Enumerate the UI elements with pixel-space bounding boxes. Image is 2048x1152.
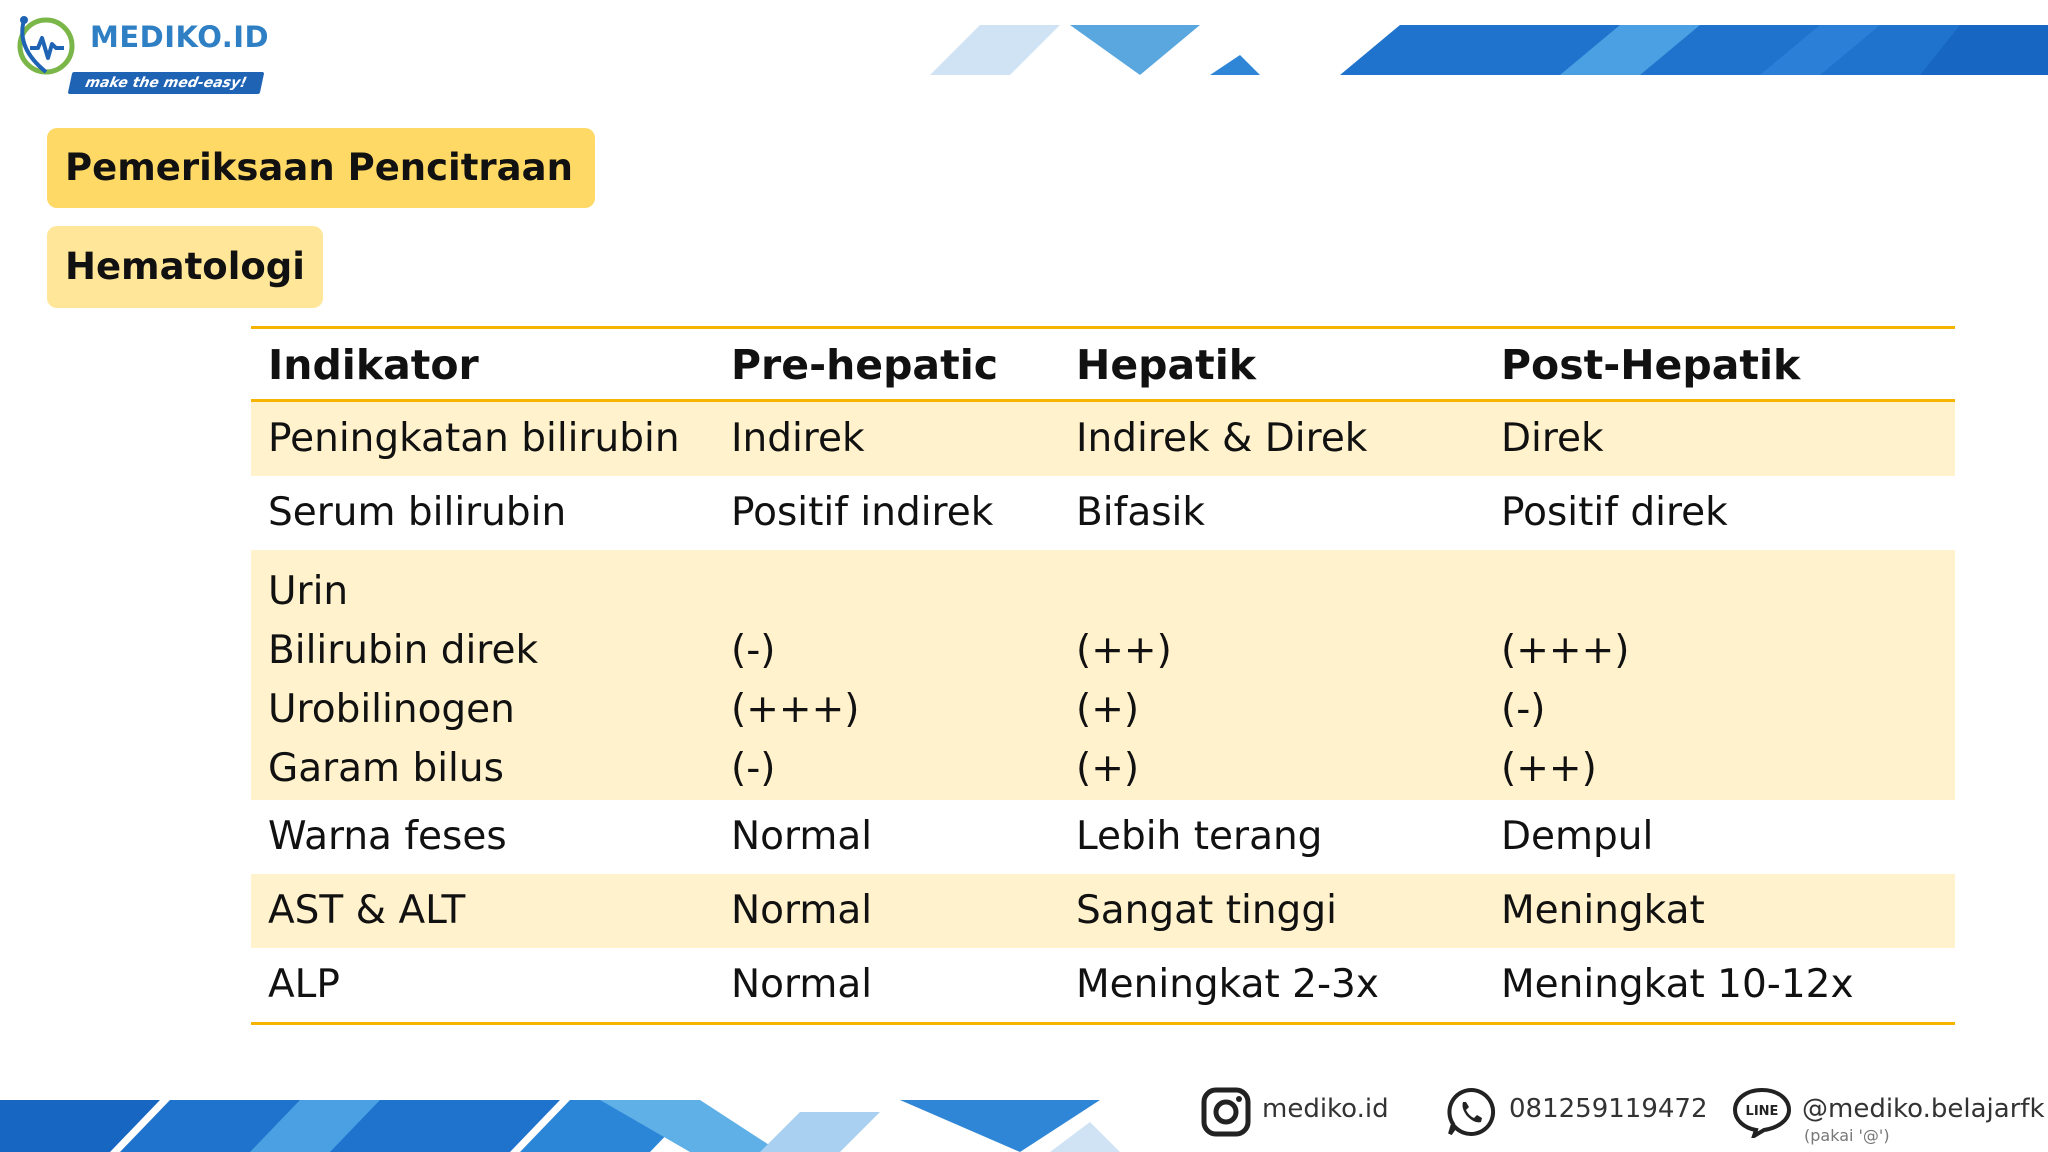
table-cell bbox=[1501, 562, 1629, 798]
table-cell: Lebih terang bbox=[1076, 814, 1323, 859]
line-note: (pakai '@') bbox=[1804, 1126, 1890, 1145]
cell-line: (+++) bbox=[731, 687, 860, 732]
table-header-row bbox=[251, 329, 1955, 402]
table-cell bbox=[731, 562, 859, 798]
mediko-logo bbox=[8, 2, 278, 97]
table-cell: Warna feses bbox=[268, 814, 507, 859]
social-whatsapp[interactable] bbox=[1445, 1082, 1708, 1144]
table-cell: Meningkat 10-12x bbox=[1501, 962, 1854, 1007]
table-cell: Direk bbox=[1501, 416, 1604, 461]
table-row bbox=[251, 800, 1955, 874]
cell-line: (+++) bbox=[1501, 628, 1630, 673]
cell-line: Garam bilus bbox=[268, 746, 504, 791]
cell-line: (-) bbox=[731, 746, 776, 791]
line-handle: @mediko.belajarfk bbox=[1802, 1094, 2045, 1124]
instagram-icon bbox=[1200, 1086, 1252, 1138]
table-cell: Positif direk bbox=[1501, 490, 1728, 535]
table-cell: Bifasik bbox=[1076, 490, 1205, 535]
cell-line bbox=[731, 562, 859, 621]
cell-line: (++) bbox=[1501, 746, 1597, 791]
line-icon bbox=[1732, 1086, 1792, 1138]
table-row bbox=[251, 874, 1955, 948]
cell-line: (++) bbox=[1076, 628, 1172, 673]
table-cell: Normal bbox=[731, 962, 873, 1007]
top-banner-decoration bbox=[0, 0, 2048, 90]
header-indikator: Indikator bbox=[268, 341, 479, 389]
table-cell: Normal bbox=[731, 888, 873, 933]
table-row bbox=[251, 402, 1955, 476]
cell-line: (+) bbox=[1076, 687, 1140, 732]
table-cell: Indirek & Direk bbox=[1076, 416, 1368, 461]
stethoscope-heart-icon bbox=[12, 8, 84, 80]
logo-brand-text: MEDIKO.ID bbox=[90, 20, 270, 54]
table-cell: Indirek bbox=[731, 416, 865, 461]
table-cell: ALP bbox=[268, 962, 340, 1007]
table-body bbox=[251, 326, 1955, 1025]
header-post-hepatik: Post-Hepatik bbox=[1501, 341, 1801, 389]
social-line[interactable] bbox=[1732, 1082, 2045, 1145]
cell-line bbox=[1501, 562, 1629, 621]
instagram-handle: mediko.id bbox=[1262, 1094, 1389, 1124]
cell-line: (-) bbox=[731, 628, 776, 673]
table-cell: Dempul bbox=[1501, 814, 1654, 859]
logo-tagline: make the med-easy! bbox=[68, 72, 265, 94]
svg-text:LINE: LINE bbox=[1745, 1104, 1779, 1119]
cell-line: (-) bbox=[1501, 687, 1546, 732]
table-cell: Normal bbox=[731, 814, 873, 859]
table-row bbox=[251, 948, 1955, 1022]
section-label-hematologi: Hematologi bbox=[47, 226, 323, 308]
cell-line: Urin bbox=[268, 569, 349, 614]
table-row-urin bbox=[251, 550, 1955, 800]
table-cell: AST & ALT bbox=[268, 888, 466, 933]
whatsapp-number: 081259119472 bbox=[1509, 1094, 1708, 1124]
table-cell: Meningkat bbox=[1501, 888, 1705, 933]
header-pre-hepatic: Pre-hepatic bbox=[731, 341, 999, 389]
social-instagram[interactable] bbox=[1200, 1082, 1389, 1144]
table-cell: Peningkatan bilirubin bbox=[268, 416, 680, 461]
table-cell: Positif indirek bbox=[731, 490, 994, 535]
table-cell: Sangat tinggi bbox=[1076, 888, 1337, 933]
cell-line: Bilirubin direk bbox=[268, 628, 539, 673]
table-cell: Serum bilirubin bbox=[268, 490, 567, 535]
table-row bbox=[251, 476, 1955, 550]
whatsapp-icon bbox=[1445, 1086, 1497, 1138]
cell-line bbox=[1076, 562, 1172, 621]
cell-line: (+) bbox=[1076, 746, 1140, 791]
table-cell: Meningkat 2-3x bbox=[1076, 962, 1379, 1007]
table-cell bbox=[268, 562, 538, 798]
table-cell bbox=[1076, 562, 1172, 798]
comparison-table bbox=[251, 326, 1955, 1025]
section-label-pencitraan: Pemeriksaan Pencitraan bbox=[47, 128, 595, 208]
header-hepatik: Hepatik bbox=[1076, 341, 1257, 389]
cell-line: Urobilinogen bbox=[268, 687, 515, 732]
